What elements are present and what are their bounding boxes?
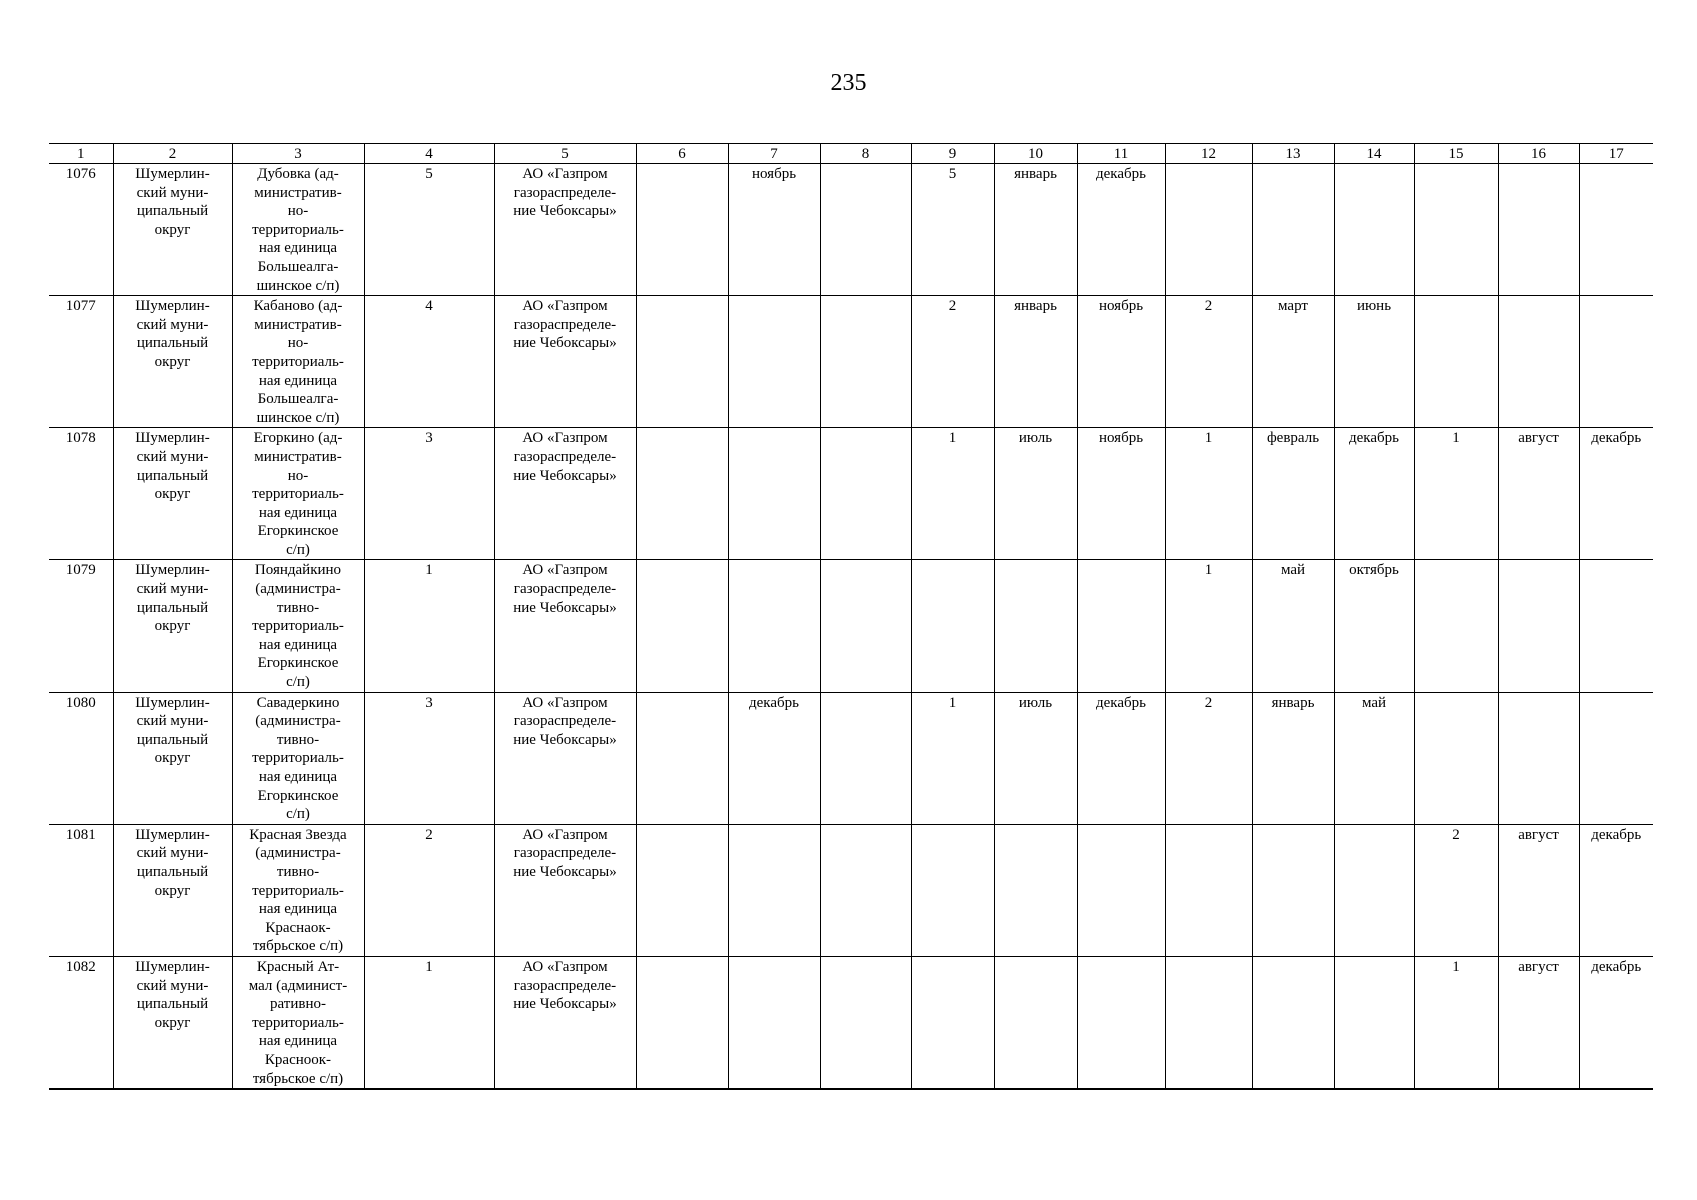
organization-cell-line: ние Чебоксары» — [513, 203, 617, 220]
settlement-cell-line: мал (админист- — [248, 977, 348, 994]
district-cell — [113, 692, 232, 824]
settlement-cell-line: министратив- — [254, 184, 342, 201]
col7-cell — [728, 428, 820, 560]
count-cell: 1 — [364, 560, 494, 692]
settlement-cell-line: Красная Звезда — [249, 826, 347, 843]
col8-cell — [820, 296, 911, 428]
col7-cell — [728, 824, 820, 956]
organization-cell — [494, 560, 636, 692]
col17-cell — [1579, 296, 1653, 428]
district-cell — [113, 560, 232, 692]
district-cell — [113, 296, 232, 428]
column-header: 1 — [49, 144, 113, 164]
settlement-cell-line: тивно- — [276, 731, 320, 748]
col15-cell — [1414, 692, 1498, 824]
district-cell-line: ципальный — [136, 599, 209, 616]
col6-cell — [636, 560, 728, 692]
col10-cell: июль — [994, 428, 1077, 560]
col16-cell: август — [1498, 956, 1579, 1089]
organization-cell-line: АО «Газпром — [522, 826, 608, 843]
column-header: 2 — [113, 144, 232, 164]
settlement-cell-line: территориаль- — [252, 750, 344, 767]
col14-cell: октябрь — [1334, 560, 1414, 692]
page-number: 235 — [830, 70, 867, 96]
col6-cell — [636, 164, 728, 296]
col8-cell — [820, 824, 911, 956]
row-number-cell: 1079 — [49, 560, 113, 692]
col17-cell: декабрь — [1579, 428, 1653, 560]
settlement-cell-line: территориаль- — [252, 353, 344, 370]
col10-cell — [994, 560, 1077, 692]
settlement-cell-line: (администра- — [255, 713, 341, 730]
organization-cell-line: газораспределе- — [513, 448, 617, 465]
settlement-cell-line: ная единица — [258, 504, 338, 521]
row-number-cell: 1078 — [49, 428, 113, 560]
table-row — [49, 164, 1653, 296]
column-header: 8 — [820, 144, 911, 164]
settlement-cell — [232, 428, 364, 560]
settlement-cell-line: Савадеркино — [256, 694, 340, 711]
district-cell — [113, 956, 232, 1089]
col16-cell — [1498, 560, 1579, 692]
settlement-cell-line: ная единица — [258, 636, 338, 653]
col6-cell — [636, 824, 728, 956]
col9-cell: 1 — [911, 692, 994, 824]
col17-cell — [1579, 164, 1653, 296]
organization-cell-line: ние Чебоксары» — [513, 599, 617, 616]
column-header: 13 — [1252, 144, 1334, 164]
district-cell-line: ципальный — [136, 863, 209, 880]
organization-cell-line: газораспределе- — [513, 713, 617, 730]
district-cell-line: округ — [154, 618, 191, 635]
column-header: 9 — [911, 144, 994, 164]
organization-cell-line: АО «Газпром — [522, 562, 608, 579]
col11-cell — [1077, 824, 1165, 956]
table-body — [49, 164, 1653, 1090]
organization-cell-line: АО «Газпром — [522, 694, 608, 711]
row-number-cell: 1076 — [49, 164, 113, 296]
settlement-cell — [232, 692, 364, 824]
organization-cell-line: газораспределе- — [513, 977, 617, 994]
col13-cell: февраль — [1252, 428, 1334, 560]
col7-cell — [728, 956, 820, 1089]
settlement-cell-line: (администра- — [255, 845, 341, 862]
col9-cell — [911, 956, 994, 1089]
district-cell — [113, 824, 232, 956]
row-number-cell: 1077 — [49, 296, 113, 428]
settlement-cell-line: ная единица — [258, 769, 338, 785]
col15-cell: 1 — [1414, 956, 1498, 1089]
settlement-cell-line: с/п) — [286, 806, 310, 823]
col11-cell — [1077, 560, 1165, 692]
col6-cell — [636, 692, 728, 824]
col11-cell: декабрь — [1077, 164, 1165, 296]
col16-cell: август — [1498, 824, 1579, 956]
settlement-cell — [232, 296, 364, 428]
settlement-cell-line: но- — [287, 467, 309, 484]
col6-cell — [636, 956, 728, 1089]
col8-cell — [820, 428, 911, 560]
organization-cell-line: ние Чебоксары» — [513, 335, 617, 352]
settlement-cell — [232, 164, 364, 296]
district-cell-line: ский муни- — [136, 184, 209, 201]
settlement-cell-line: ная единица — [258, 901, 338, 918]
settlement-cell-line: территориаль- — [252, 221, 344, 238]
settlement-cell-line: (администра- — [255, 581, 341, 598]
col15-cell — [1414, 560, 1498, 692]
col7-cell — [728, 296, 820, 428]
col17-cell — [1579, 692, 1653, 824]
col9-cell: 5 — [911, 164, 994, 296]
col10-cell: январь — [994, 164, 1077, 296]
settlement-cell-line: Пояндайкино — [254, 562, 342, 579]
organization-cell-line: АО «Газпром — [522, 958, 608, 975]
district-cell-line: Шумерлин- — [135, 430, 210, 447]
column-header: 3 — [232, 144, 364, 164]
settlement-cell-line: министратив- — [254, 448, 342, 465]
col16-cell — [1498, 692, 1579, 824]
column-header: 17 — [1579, 144, 1653, 164]
settlement-cell-line: территориаль- — [252, 882, 344, 899]
organization-cell-line: ние Чебоксары» — [513, 996, 617, 1013]
count-cell: 3 — [364, 692, 494, 824]
table-row — [49, 956, 1653, 1089]
col15-cell — [1414, 296, 1498, 428]
col9-cell — [911, 824, 994, 956]
district-cell-line: Шумерлин- — [135, 166, 210, 182]
settlement-cell-line: территориаль- — [252, 618, 344, 635]
settlement-cell-line: Красноок- — [264, 1051, 332, 1068]
col11-cell: декабрь — [1077, 692, 1165, 824]
settlement-cell-line: Егоркинское — [257, 655, 339, 672]
district-cell — [113, 428, 232, 560]
col7-cell: декабрь — [728, 692, 820, 824]
settlement-cell-line: с/п) — [286, 674, 310, 691]
settlement-cell — [232, 956, 364, 1089]
district-cell-line: ский муни- — [136, 316, 209, 333]
col12-cell — [1165, 956, 1252, 1089]
settlement-cell-line: Кабаново (ад- — [253, 298, 343, 315]
col14-cell — [1334, 824, 1414, 956]
settlement-cell-line: тивно- — [276, 599, 320, 616]
settlement-cell-line: Егоркино (ад- — [253, 430, 343, 447]
header-row — [49, 144, 1653, 164]
col16-cell — [1498, 164, 1579, 296]
col12-cell: 1 — [1165, 560, 1252, 692]
col17-cell: декабрь — [1579, 824, 1653, 956]
organization-cell — [494, 824, 636, 956]
settlement-cell-line: ная единица — [258, 1033, 338, 1050]
settlement-cell-line: Краснаок- — [265, 919, 331, 936]
col12-cell — [1165, 164, 1252, 296]
count-cell: 4 — [364, 296, 494, 428]
col9-cell: 2 — [911, 296, 994, 428]
settlement-cell-line: территориаль- — [252, 486, 344, 503]
settlement-cell-line: тивно- — [276, 863, 320, 880]
gasification-schedule-table — [49, 143, 1653, 1090]
col17-cell: декабрь — [1579, 956, 1653, 1089]
col6-cell — [636, 296, 728, 428]
column-header: 16 — [1498, 144, 1579, 164]
district-cell-line: Шумерлин- — [135, 562, 210, 579]
organization-cell — [494, 164, 636, 296]
col9-cell — [911, 560, 994, 692]
organization-cell-line: газораспределе- — [513, 581, 617, 598]
count-cell: 5 — [364, 164, 494, 296]
district-cell-line: ский муни- — [136, 845, 209, 862]
col15-cell: 1 — [1414, 428, 1498, 560]
column-header: 7 — [728, 144, 820, 164]
district-cell-line: округ — [154, 1014, 191, 1031]
col10-cell — [994, 824, 1077, 956]
col13-cell: май — [1252, 560, 1334, 692]
col7-cell: ноябрь — [728, 164, 820, 296]
district-cell-line: ский муни- — [136, 448, 209, 465]
col14-cell — [1334, 164, 1414, 296]
district-cell-line: округ — [154, 486, 191, 503]
row-number-cell: 1082 — [49, 956, 113, 1089]
col10-cell — [994, 956, 1077, 1089]
organization-cell-line: газораспределе- — [513, 316, 617, 333]
table-row — [49, 296, 1653, 428]
table-row — [49, 692, 1653, 824]
col12-cell — [1165, 824, 1252, 956]
settlement-cell-line: тябрьское с/п) — [252, 938, 344, 955]
col13-cell — [1252, 824, 1334, 956]
column-header: 10 — [994, 144, 1077, 164]
district-cell-line: ский муни- — [136, 977, 209, 994]
settlement-cell-line: Дубовка (ад- — [257, 166, 339, 182]
col11-cell: ноябрь — [1077, 428, 1165, 560]
settlement-cell-line: ная единица — [258, 240, 338, 257]
count-cell: 3 — [364, 428, 494, 560]
organization-cell — [494, 296, 636, 428]
col13-cell: январь — [1252, 692, 1334, 824]
col10-cell: июль — [994, 692, 1077, 824]
district-cell-line: ципальный — [136, 731, 209, 748]
table-row — [49, 824, 1653, 956]
district-cell-line: округ — [154, 353, 191, 370]
organization-cell-line: АО «Газпром — [522, 166, 608, 182]
settlement-cell-line: ная единица — [258, 372, 338, 389]
settlement-cell-line: Большеалга- — [257, 258, 339, 275]
district-cell-line: ципальный — [136, 203, 209, 220]
column-header: 14 — [1334, 144, 1414, 164]
district-cell-line: округ — [154, 750, 191, 767]
district-cell-line: округ — [154, 882, 191, 899]
col7-cell — [728, 560, 820, 692]
settlement-cell-line: тябрьское с/п) — [252, 1070, 344, 1087]
count-cell: 2 — [364, 824, 494, 956]
settlement-cell-line: Егоркинское — [257, 523, 339, 540]
col15-cell: 2 — [1414, 824, 1498, 956]
organization-cell-line: ние Чебоксары» — [513, 467, 617, 484]
col16-cell: август — [1498, 428, 1579, 560]
settlement-cell-line: шинское с/п) — [256, 277, 340, 294]
column-header: 6 — [636, 144, 728, 164]
settlement-cell-line: Красный Ат- — [256, 958, 340, 975]
col14-cell: май — [1334, 692, 1414, 824]
column-header: 11 — [1077, 144, 1165, 164]
col13-cell — [1252, 956, 1334, 1089]
col8-cell — [820, 956, 911, 1089]
col12-cell: 2 — [1165, 692, 1252, 824]
settlement-cell-line: министратив- — [254, 316, 342, 333]
col6-cell — [636, 428, 728, 560]
district-cell-line: Шумерлин- — [135, 298, 210, 315]
col8-cell — [820, 164, 911, 296]
column-header: 12 — [1165, 144, 1252, 164]
col9-cell: 1 — [911, 428, 994, 560]
table-row — [49, 428, 1653, 560]
organization-cell — [494, 956, 636, 1089]
settlement-cell-line: но- — [287, 203, 309, 220]
col12-cell: 1 — [1165, 428, 1252, 560]
col11-cell — [1077, 956, 1165, 1089]
col14-cell — [1334, 956, 1414, 1089]
col13-cell — [1252, 164, 1334, 296]
settlement-cell-line: Егоркинское — [257, 787, 339, 804]
settlement-cell-line: территориаль- — [252, 1014, 344, 1031]
organization-cell — [494, 428, 636, 560]
settlement-cell-line: шинское с/п) — [256, 409, 340, 426]
col8-cell — [820, 560, 911, 692]
district-cell — [113, 164, 232, 296]
column-header: 15 — [1414, 144, 1498, 164]
organization-cell-line: газораспределе- — [513, 845, 617, 862]
col17-cell — [1579, 560, 1653, 692]
row-number-cell: 1080 — [49, 692, 113, 824]
col13-cell: март — [1252, 296, 1334, 428]
organization-cell-line: ние Чебоксары» — [513, 731, 617, 748]
column-header: 5 — [494, 144, 636, 164]
organization-cell-line: ние Чебоксары» — [513, 863, 617, 880]
col11-cell: ноябрь — [1077, 296, 1165, 428]
count-cell: 1 — [364, 956, 494, 1089]
column-header: 4 — [364, 144, 494, 164]
district-cell-line: округ — [154, 221, 191, 238]
settlement-cell-line: ративно- — [270, 996, 326, 1013]
col14-cell: декабрь — [1334, 428, 1414, 560]
district-cell-line: ципальный — [136, 467, 209, 484]
district-cell-line: ский муни- — [136, 581, 209, 598]
settlement-cell-line: но- — [287, 335, 309, 352]
col16-cell — [1498, 296, 1579, 428]
col15-cell — [1414, 164, 1498, 296]
organization-cell-line: АО «Газпром — [522, 298, 608, 315]
col8-cell — [820, 692, 911, 824]
organization-cell — [494, 692, 636, 824]
district-cell-line: Шумерлин- — [135, 958, 210, 975]
col10-cell: январь — [994, 296, 1077, 428]
district-cell-line: Шумерлин- — [135, 694, 210, 711]
district-cell-line: ципальный — [136, 996, 209, 1013]
district-cell-line: ский муни- — [136, 713, 209, 730]
organization-cell-line: АО «Газпром — [522, 430, 608, 447]
settlement-cell — [232, 560, 364, 692]
district-cell-line: Шумерлин- — [135, 826, 210, 843]
settlement-cell-line: Большеалга- — [257, 391, 339, 408]
row-number-cell: 1081 — [49, 824, 113, 956]
table-row — [49, 560, 1653, 692]
settlement-cell — [232, 824, 364, 956]
col14-cell: июнь — [1334, 296, 1414, 428]
district-cell-line: ципальный — [136, 335, 209, 352]
col12-cell: 2 — [1165, 296, 1252, 428]
organization-cell-line: газораспределе- — [513, 184, 617, 201]
settlement-cell-line: с/п) — [286, 541, 310, 558]
